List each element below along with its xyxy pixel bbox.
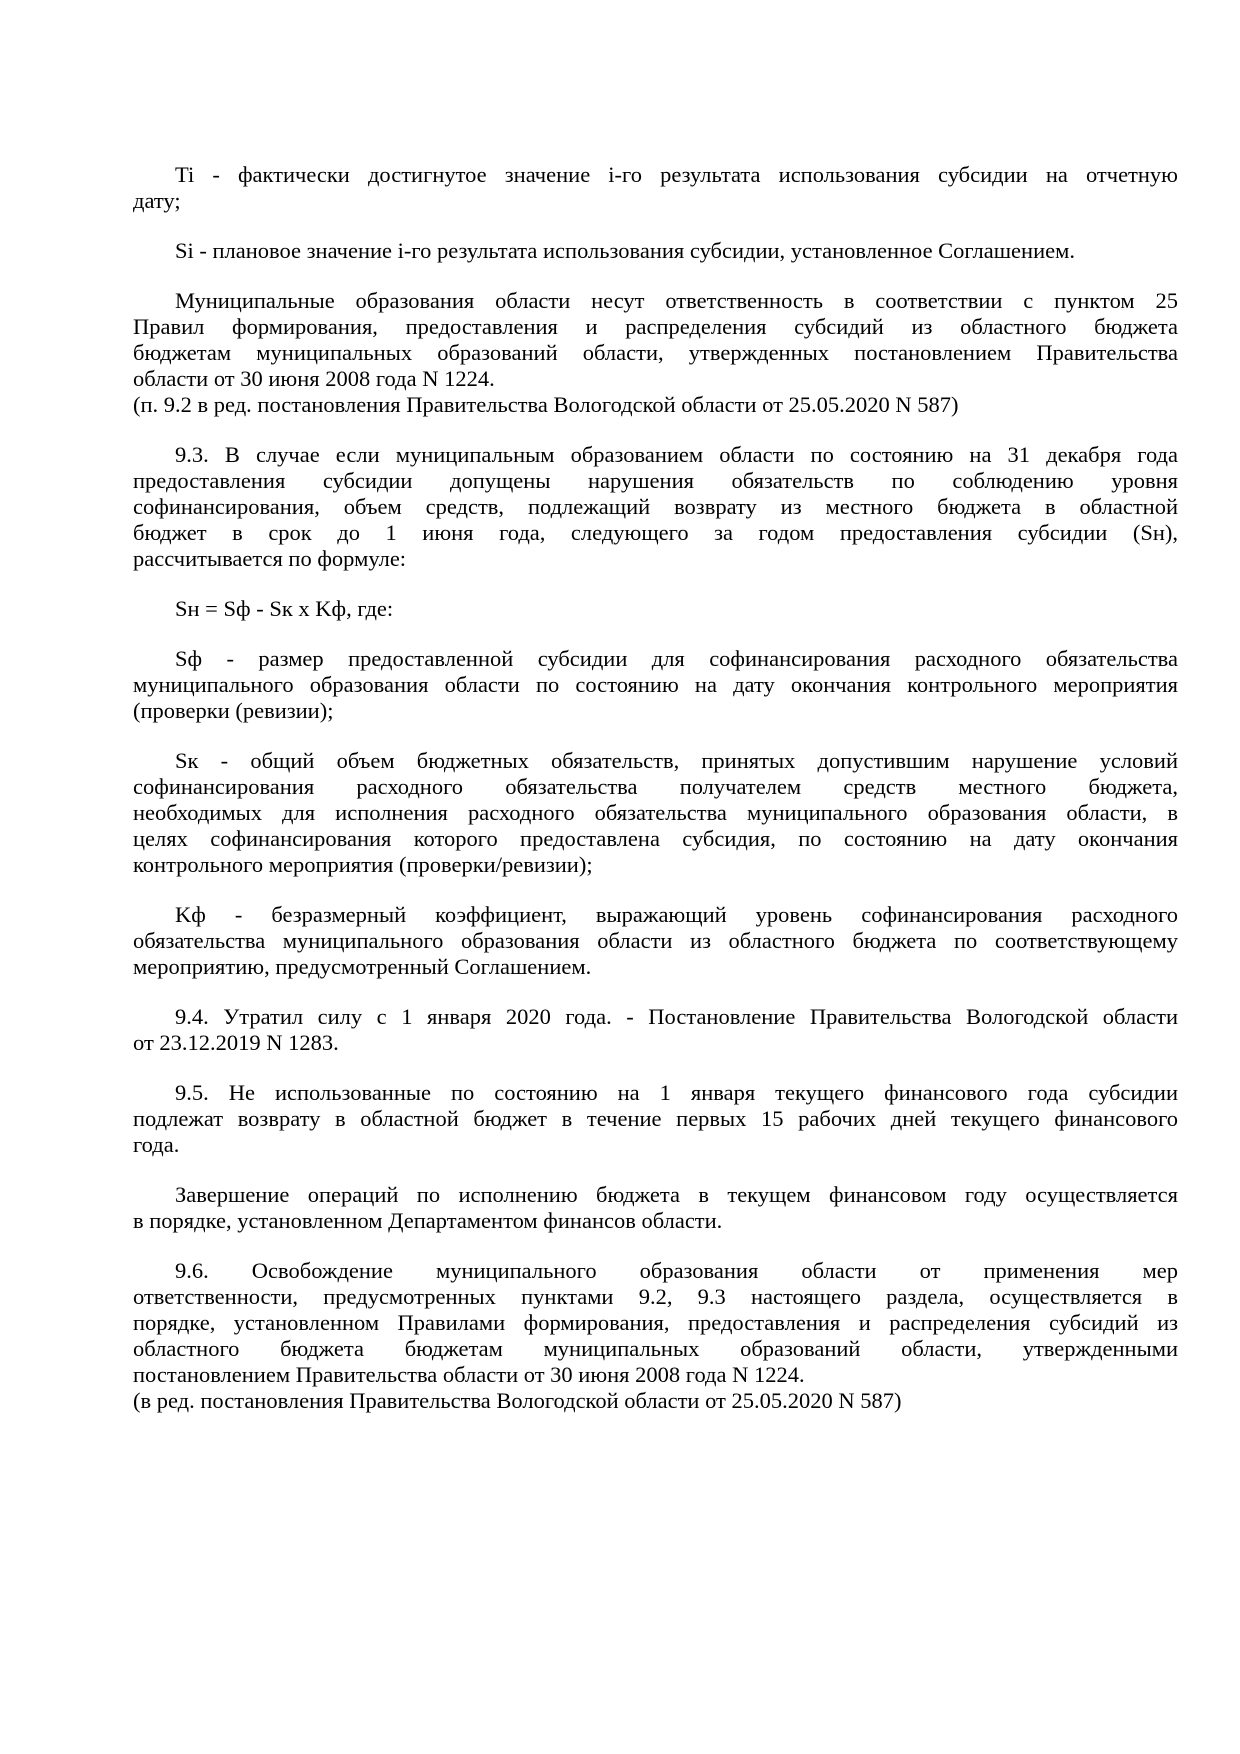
text-line: (п. 9.2 в ред. постановления Правительства Вологодской области от 25.05.2020 N 587) <box>133 392 959 417</box>
text-line: областного бюджета бюджетам муниципальных образований области, утвержденными <box>133 1336 1178 1361</box>
text-line: 9.6. Освобождение муниципального образования области от применения мер <box>175 1258 1178 1283</box>
paragraph <box>133 1080 1178 1158</box>
paragraph <box>133 1004 1178 1056</box>
text-line: от 23.12.2019 N 1283. <box>133 1030 339 1055</box>
text-line: (проверки (ревизии); <box>133 698 334 723</box>
paragraph <box>133 646 1178 724</box>
paragraph <box>133 902 1178 980</box>
paragraph <box>133 596 1178 622</box>
text-line: муниципального образования области по состоянию на дату окончания контрольного мероприятия <box>133 672 1178 697</box>
text-line: порядке, установленном Правилами формирования, предоставления и распределения субсидий из <box>133 1310 1178 1335</box>
text-line: Ti - фактически достигнутое значение i-го результата использования субсидии на отчетную <box>175 162 1178 187</box>
text-line: Kф - безразмерный коэффициент, выражающий уровень софинансирования расходного <box>175 902 1178 927</box>
text-line: подлежат возврату в областной бюджет в течение первых 15 рабочих дней текущего финансового <box>133 1106 1178 1131</box>
text-line: Si - плановое значение i-го результата использования субсидии, установленное Соглашением. <box>175 238 1075 263</box>
text-line: бюджетам муниципальных образований области, утвержденных постановлением Правительства <box>133 340 1178 365</box>
paragraph <box>133 288 1178 392</box>
text-line: ответственности, предусмотренных пунктами 9.2, 9.3 настоящего раздела, осуществляется в <box>133 1284 1178 1309</box>
text-line: контрольного мероприятия (проверки/ревизии); <box>133 852 593 877</box>
paragraph <box>133 238 1178 264</box>
text-line: года. <box>133 1132 180 1157</box>
text-line: Sк - общий объем бюджетных обязательств, принятых допустившим нарушение условий <box>175 748 1178 773</box>
text-line: 9.3. В случае если муниципальным образованием области по состоянию на 31 декабря года <box>175 442 1178 467</box>
paragraph <box>133 1182 1178 1234</box>
paragraph <box>133 1388 1178 1414</box>
document-page <box>133 162 1178 1438</box>
text-line: необходимых для исполнения расходного обязательства муниципального образования области, в <box>133 800 1178 825</box>
text-line: (в ред. постановления Правительства Вологодской области от 25.05.2020 N 587) <box>133 1388 902 1413</box>
text-line: постановлением Правительства области от 30 июня 2008 года N 1224. <box>133 1362 805 1387</box>
paragraph <box>133 748 1178 878</box>
text-line: Правил формирования, предоставления и распределения субсидий из областного бюджета <box>133 314 1178 339</box>
text-line: области от 30 июня 2008 года N 1224. <box>133 366 495 391</box>
text-line: Sн = Sф - Sк x Kф, где: <box>175 596 394 621</box>
text-line: бюджет в срок до 1 июня года, следующего за годом предоставления субсидии (Sн), <box>133 520 1178 545</box>
text-line: софинансирования расходного обязательства получателем средств местного бюджета, <box>133 774 1178 799</box>
text-line: дату; <box>133 188 181 213</box>
text-line: софинансирования, объем средств, подлежащий возврату из местного бюджета в областной <box>133 494 1178 519</box>
text-line: целях софинансирования которого предоставлена субсидия, по состоянию на дату окончания <box>133 826 1178 851</box>
paragraph <box>133 1258 1178 1388</box>
text-line: рассчитывается по формуле: <box>133 546 407 571</box>
paragraph <box>133 442 1178 572</box>
text-line: в порядке, установленном Департаментом финансов области. <box>133 1208 723 1233</box>
text-line: мероприятию, предусмотренный Соглашением. <box>133 954 592 979</box>
text-line: Муниципальные образования области несут ответственность в соответствии с пунктом 25 <box>175 288 1178 313</box>
text-line: предоставления субсидии допущены нарушения обязательств по соблюдению уровня <box>133 468 1178 493</box>
text-line: Sф - размер предоставленной субсидии для софинансирования расходного обязательства <box>175 646 1178 671</box>
paragraph <box>133 162 1178 214</box>
text-line: обязательства муниципального образования области из областного бюджета по соответствующему <box>133 928 1178 953</box>
text-line: Завершение операций по исполнению бюджета в текущем финансовом году осуществляется <box>175 1182 1178 1207</box>
text-line: 9.5. Не использованные по состоянию на 1 января текущего финансового года субсидии <box>175 1080 1178 1105</box>
text-line: 9.4. Утратил силу с 1 января 2020 года. - Постановление Правительства Вологодской области <box>175 1004 1178 1029</box>
paragraph <box>133 392 1178 418</box>
